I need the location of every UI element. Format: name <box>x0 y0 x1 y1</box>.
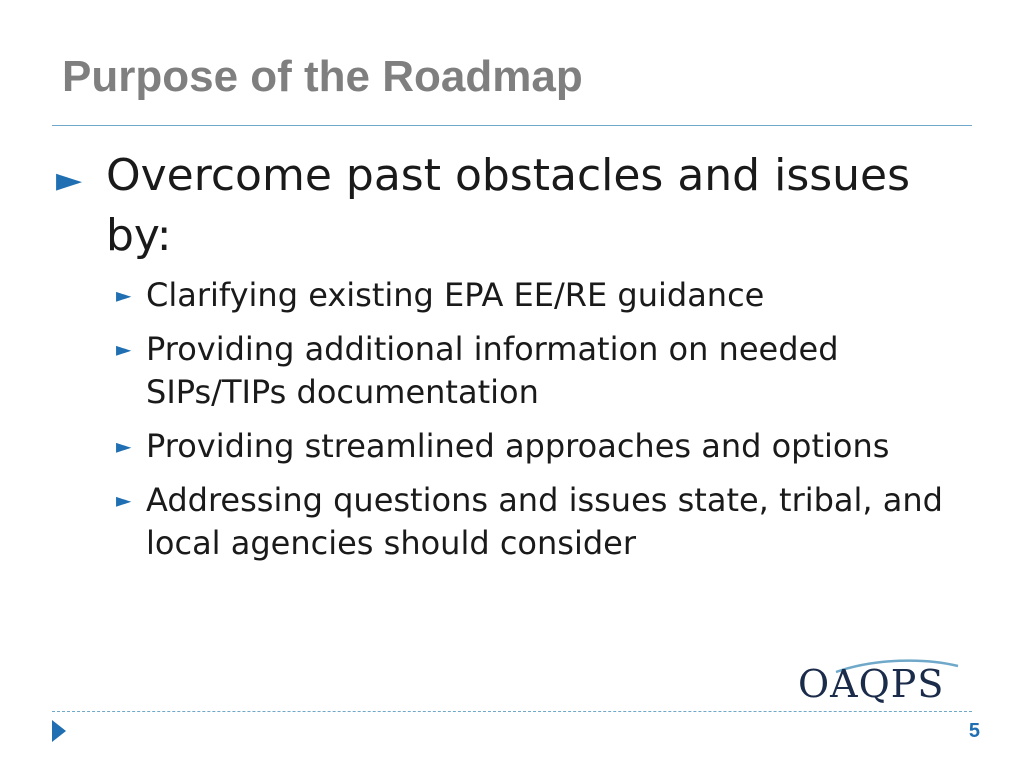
footer-divider <box>52 711 972 712</box>
sub-bullet-item <box>116 274 946 317</box>
sub-bullet-text: Providing additional information on needed SIPs/TIPs documentation <box>146 330 839 411</box>
bullet-arrow-icon: ► <box>116 488 132 512</box>
oaqps-logo <box>796 656 960 706</box>
main-bullet-text: Overcome past obstacles and issues by: <box>106 150 911 261</box>
footer-arrow-icon <box>52 720 66 742</box>
sub-bullet-text: Providing streamlined approaches and options <box>146 427 890 465</box>
sub-bullet-text: Addressing questions and issues state, tribal, and local agencies should consider <box>146 481 943 562</box>
sub-bullet-item <box>116 425 946 468</box>
title-divider <box>52 125 972 126</box>
main-bullet <box>56 146 920 266</box>
bullet-arrow-icon: ► <box>116 337 132 361</box>
sub-bullet-text: Clarifying existing EPA EE/RE guidance <box>146 276 765 314</box>
page-number: 5 <box>968 720 980 742</box>
sub-bullet-list <box>100 274 980 565</box>
bullet-arrow-icon: ► <box>56 160 83 200</box>
sub-bullet-item <box>116 479 946 565</box>
slide-title: Purpose of the Roadmap <box>62 52 583 101</box>
bullet-arrow-icon: ► <box>116 434 132 458</box>
slide-body <box>56 146 980 576</box>
sub-bullet-item <box>116 328 946 414</box>
logo-text: OAQPS <box>798 662 945 706</box>
bullet-arrow-icon: ► <box>116 283 132 307</box>
